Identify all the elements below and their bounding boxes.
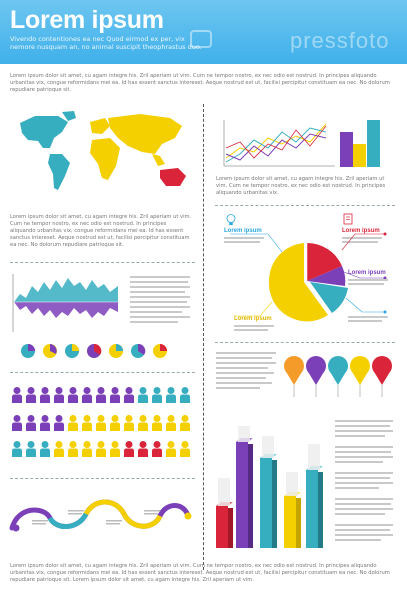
column-teal-2 (306, 444, 323, 548)
pin-red (372, 356, 392, 397)
pin-teal (328, 356, 348, 397)
pin-orange (284, 356, 304, 397)
column-teal (260, 436, 277, 548)
footer-text: Lorem ipsum dolor sit amet, cu agam integre his. Zril aperiam ut vim. Cum ne tempor nostro, ex nec odio est nostrud. In principes aliquando urbanitas vix, congue reformidans mei ea. Id has essent sanctus intereset. Aeque nostrud est ut, facilisi percipitur constituam ea nec. No dolorum repudiare patrioque sit. Lorem ipsum dolor sit amet, cu agam integre his. Zril aperiam ut vim. (10, 563, 390, 583)
world-map (10, 108, 195, 203)
map-south-america (48, 154, 70, 190)
people-row-teal (12, 441, 190, 457)
people-row-purple (12, 387, 190, 403)
pin-purple (306, 356, 326, 397)
column-yellow (284, 472, 301, 548)
map-greenland (62, 111, 76, 121)
mini-pie-4 (87, 344, 101, 358)
mini-pie-3 (65, 344, 79, 358)
people-grid (10, 385, 195, 465)
bar-teal (367, 120, 380, 167)
left-rule-3 (10, 478, 195, 479)
left-text-1: Lorem ipsum dolor sit amet, cu agam integre his. Zril aperiam ut vim. Cum ne tempor nostro, ex nec odio est nostrud. In principes aliquando urbanitas vix, congue reformidans mei ea. Id has essent sanctus intereset. Aeque nostrud est ut, facilisi percipitur constituam ea nec. No dolorum repudiare patrioque sit. (10, 214, 192, 248)
ring-timeline (8, 490, 198, 542)
center-divider (203, 104, 204, 570)
pie-label-3: Lorem ipsum (348, 270, 386, 276)
map-africa (90, 138, 120, 180)
mini-pie-1 (21, 344, 35, 358)
map-europe (90, 118, 110, 134)
right-rule-1 (215, 205, 395, 206)
mini-pie-row (20, 343, 180, 359)
pie-label-2: Lorem ipsum (342, 228, 380, 234)
watermark-logo-icon (190, 30, 212, 48)
mini-pie-6 (131, 344, 145, 358)
mini-pie-2 (43, 344, 57, 358)
bar-purple (340, 132, 353, 167)
line-chart (220, 118, 390, 170)
header-banner (0, 0, 407, 64)
right-text-1: Lorem ipsum dolor sit amet, cu agam integre his. Zril aperiam ut vim. Cum ne tempor nostro, ex nec odio est nostrud. In principes aliquando urbanitas vix. (216, 176, 386, 196)
left-rule-2 (10, 372, 195, 373)
pin-yellow (350, 356, 370, 397)
page-subtitle: Vivendo contentiones ea nec Quod eirmod ex per, vix nemore nusquam an, no animal suscipit theophrastus duo. (10, 35, 202, 51)
map-north-america (20, 116, 68, 148)
pie-label-4: Lorem ipsum (234, 316, 272, 322)
left-rule-1 (10, 262, 195, 263)
map-se-asia (152, 154, 165, 166)
area-chart (10, 272, 122, 334)
column-chart-3d (212, 418, 327, 550)
page-title: Lorem ipsum (10, 6, 164, 34)
bar-yellow (353, 144, 366, 167)
mini-pie-7 (153, 344, 167, 358)
mini-pie-5 (109, 344, 123, 358)
column-purple (236, 426, 253, 548)
watermark-text: pressfoto (290, 28, 390, 53)
right-rule-2 (215, 342, 395, 343)
pie-label-1: Lorem ipsum (224, 228, 262, 234)
people-row-yellow (12, 415, 190, 431)
column-red (216, 478, 233, 548)
map-australia (160, 168, 186, 186)
pin-markers (283, 355, 395, 401)
intro-text: Lorem ipsum dolor sit amet, cu agam integre his. Zril aperiam ut vim. Cum ne tempor nostro, ex nec odio est nostrud. In principes aliquando urbanitas vix, congue reformidans mei ea. Id has essent sanctus intereset. Aeque nostrud est ut, facilisi percipitur constituam ea nec. No dolorum repudiare patrioque sit. (10, 73, 390, 93)
